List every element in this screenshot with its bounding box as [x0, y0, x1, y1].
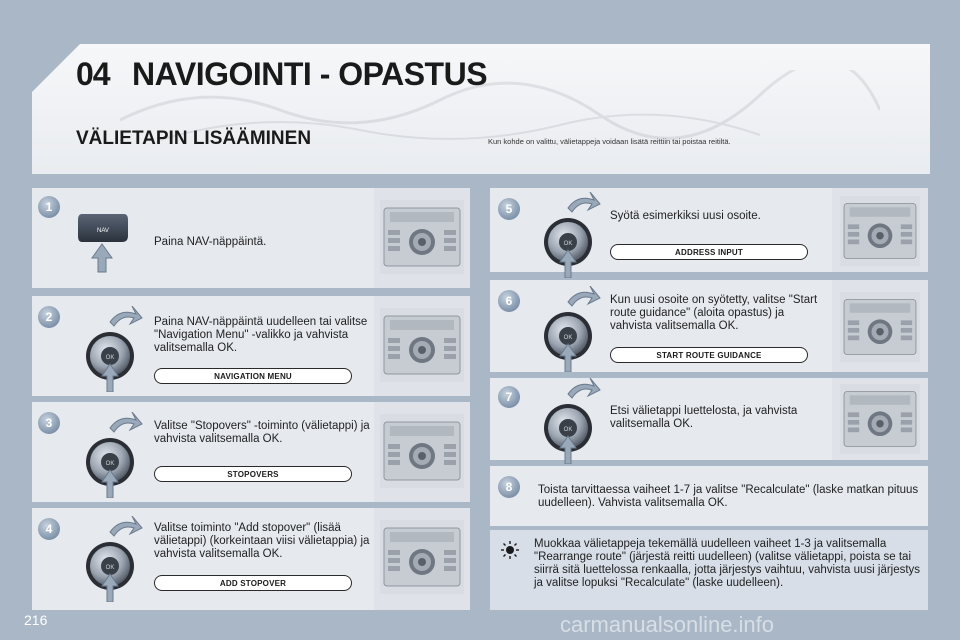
radio-panel-image [380, 520, 464, 594]
address-input-label: ADDRESS INPUT [610, 244, 808, 260]
step-text-4: Valitse toiminto "Add stopover" (lisää välietappi) (korkeintaan viisi välietappia) ja vahvista valitsemalla OK. [154, 522, 370, 560]
nav-key-icon [76, 212, 136, 274]
radio-panel-image [380, 200, 464, 274]
add-stopover-label: ADD STOPOVER [154, 575, 352, 591]
step-text-7: Etsi välietappi luettelosta, ja vahvista valitsemalla OK. [610, 405, 798, 430]
chapter-number: 04 [76, 56, 110, 92]
step-badge-1: 1 [38, 196, 60, 218]
nav-key-label: NAV [97, 228, 109, 234]
navigation-menu-label: NAVIGATION MENU [154, 368, 352, 384]
intro-text: Kun kohde on valittu, välietappeja voidaan lisätä reittiin tai poistaa reitiltä. [488, 137, 731, 146]
section-title: VÄLIETAPIN LISÄÄMINEN [76, 128, 312, 149]
rotary-knob-icon [80, 516, 144, 602]
site-watermark: carmanualsonline.info [560, 612, 775, 637]
radio-panel-image [838, 196, 922, 266]
step-badge-4: 4 [38, 518, 60, 540]
radio-panel-image [838, 292, 922, 362]
step-badge-7: 7 [498, 386, 520, 408]
rotary-knob-icon [538, 286, 602, 372]
radio-panel-image [380, 308, 464, 382]
start-route-guidance-label: START ROUTE GUIDANCE [610, 347, 808, 363]
step-text-2: Paina NAV-näppäintä uudelleen tai valitse "Navigation Menu" -valikko ja vahvista valitsemalla OK. [154, 316, 368, 354]
rotary-knob-icon [538, 378, 602, 464]
step-badge-3: 3 [38, 412, 60, 434]
step-text-5: Syötä esimerkiksi uusi osoite. [610, 210, 761, 222]
chapter-title: NAVIGOINTI - OPASTUS [132, 56, 488, 92]
step-badge-8: 8 [498, 476, 520, 498]
rotary-knob-icon [80, 412, 144, 498]
tip-lightbulb-icon [500, 540, 520, 560]
radio-panel-image [380, 414, 464, 488]
rotary-knob-icon [80, 306, 144, 392]
step-text-3: Valitse "Stopovers" -toiminto (välietappi) ja vahvista valitsemalla OK. [154, 420, 370, 445]
radio-panel-image [838, 384, 922, 454]
stopovers-label: STOPOVERS [154, 466, 352, 482]
rotary-knob-icon [538, 192, 602, 278]
step-text-8: Toista tarvittaessa vaiheet 1-7 ja valitse "Recalculate" (laske matkan pituus uudelleen). Vahvista valitsemalla OK. [538, 484, 919, 509]
tip-text: Muokkaa välietappeja tekemällä uudelleen vaiheet 1-3 ja valitsemalla "Rearrange route" (järjestä reitti uudelleen) (valitse välietappi, poista se tai siirrä sitä luettelossa renkaalla, jotta järjestys vaihtuu, vahvista uusi järjestys ja valitse lopuksi "Recalculate" (laske uudelleen). [534, 538, 921, 589]
step-badge-5: 5 [498, 198, 520, 220]
step-badge-2: 2 [38, 306, 60, 328]
step-text-6: Kun uusi osoite on syötetty, valitse "Start route guidance" (aloita opastus) ja vahvista valitsemalla OK. [610, 294, 818, 332]
step-text-1: Paina NAV-näppäintä. [154, 236, 267, 248]
page-number: 216 [24, 612, 48, 628]
step-badge-6: 6 [498, 290, 520, 312]
